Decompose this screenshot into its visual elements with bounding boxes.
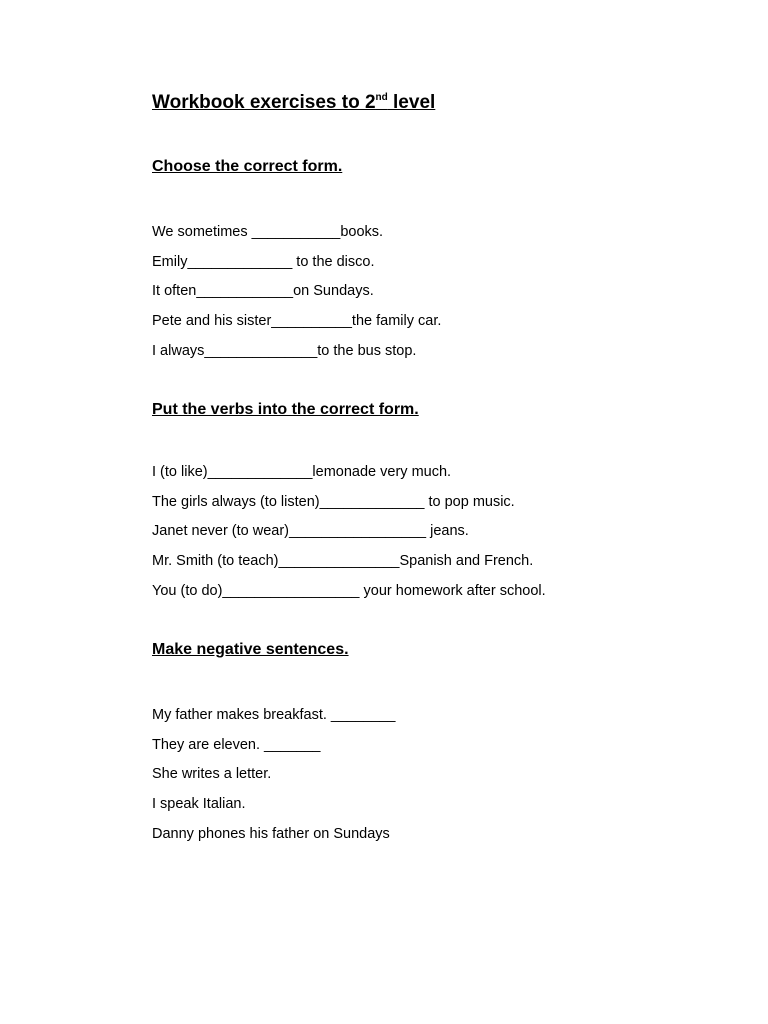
exercise-sentence: I speak Italian.	[152, 796, 246, 812]
section-heading-negative-sentences: Make negative sentences.	[152, 641, 349, 658]
exercise-sentence: My father makes breakfast. ________	[152, 707, 396, 723]
section-heading-put-verbs: Put the verbs into the correct form.	[152, 401, 419, 418]
exercise-sentence: I always______________to the bus stop.	[152, 343, 417, 359]
exercise-sentence: They are eleven. _______	[152, 737, 321, 753]
exercise-sentence: She writes a letter.	[152, 766, 272, 782]
exercise-sentence: Janet never (to wear)_________________ jeans.	[152, 523, 469, 539]
exercise-sentence: You (to do)_________________ your homework after school.	[152, 583, 546, 599]
exercise-sentence: Mr. Smith (to teach)_______________Spanish and French.	[152, 553, 534, 569]
title-superscript: nd	[375, 92, 388, 103]
exercise-sentence: Emily_____________ to the disco.	[152, 254, 375, 270]
exercise-sentence: We sometimes ___________books.	[152, 224, 384, 240]
exercise-sentence: I (to like)_____________lemonade very much.	[152, 464, 452, 480]
title-tail: level	[387, 92, 436, 113]
title-main: Workbook exercises to 2	[152, 92, 376, 113]
exercise-sentence: Danny phones his father on Sundays	[152, 826, 390, 842]
exercise-sentence: The girls always (to listen)_____________ to pop music.	[152, 494, 515, 510]
exercise-sentence: Pete and his sister__________the family car.	[152, 313, 442, 329]
exercise-sentence: It often____________on Sundays.	[152, 283, 374, 299]
worksheet-title	[152, 90, 435, 116]
section-heading-choose-form: Choose the correct form.	[152, 158, 343, 175]
